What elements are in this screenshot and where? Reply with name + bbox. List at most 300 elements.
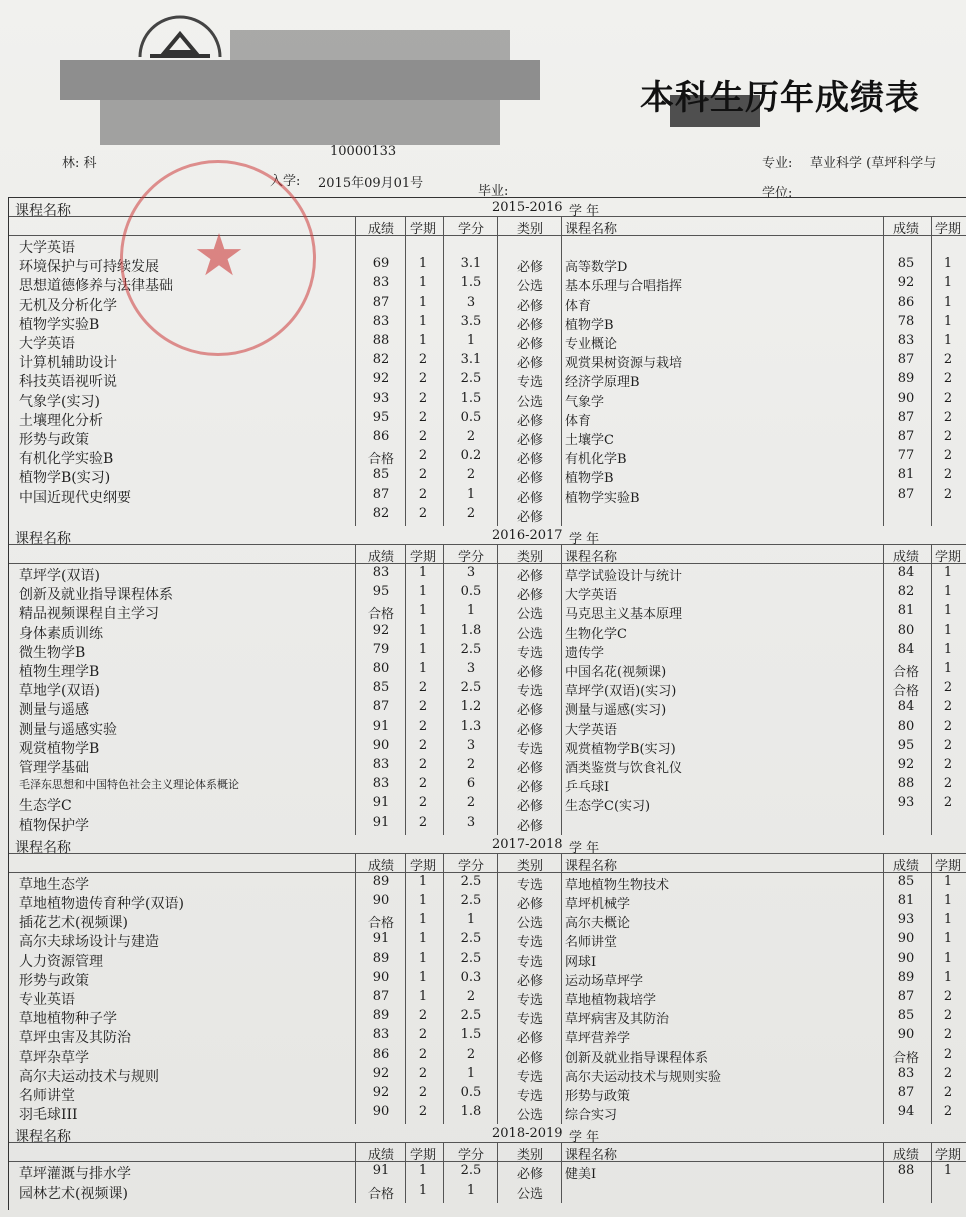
- term: 1: [943, 912, 953, 928]
- term: 2: [943, 757, 953, 772]
- column-divider: [497, 853, 498, 1125]
- credit: 1: [466, 912, 476, 928]
- score: 78: [897, 313, 915, 329]
- course-row: [9, 1162, 966, 1181]
- credit: 0.3: [460, 969, 482, 985]
- course-name: 草坪学(双语): [19, 568, 100, 584]
- score: 合格: [892, 1050, 919, 1066]
- score: 93: [897, 795, 915, 811]
- course-name: 草坪病害及其防治: [565, 1012, 670, 1028]
- score: 87: [897, 989, 915, 1004]
- column-divider: [355, 1142, 356, 1202]
- course-name: 草地植物栽培学: [565, 993, 657, 1008]
- course-name: 高等数学D: [565, 260, 628, 276]
- course-type: 公选: [516, 1108, 543, 1124]
- score: 92: [372, 1065, 390, 1081]
- term: 2: [943, 390, 953, 406]
- column-divider: [561, 853, 562, 1125]
- course-row: [9, 564, 966, 583]
- score: 83: [897, 333, 915, 348]
- column-divider: [497, 1142, 498, 1202]
- course-row: [9, 756, 966, 775]
- score: 92: [897, 757, 915, 772]
- course-name: 植物保护学: [19, 817, 89, 834]
- score: 77: [897, 448, 915, 464]
- course-name: 身体素质训练: [19, 625, 103, 642]
- course-type: 公选: [516, 916, 543, 932]
- term: 2: [418, 486, 428, 502]
- term: 2: [943, 486, 953, 502]
- header-credit: 学分: [457, 1148, 484, 1164]
- term: 2: [943, 737, 953, 753]
- course-type: 必修: [516, 665, 543, 680]
- score: 94: [897, 1104, 915, 1120]
- header-term: 学期: [934, 222, 961, 237]
- course-name: 科技英语视听说: [19, 374, 117, 391]
- course-row: [9, 466, 966, 485]
- score: 81: [897, 467, 915, 483]
- term: 2: [418, 467, 428, 483]
- score: 80: [897, 622, 915, 638]
- score: 84: [897, 641, 915, 657]
- academic-year-suffix: 学 年: [569, 840, 600, 856]
- course-type: 必修: [516, 897, 543, 912]
- score: 85: [897, 1008, 915, 1024]
- score: 89: [897, 371, 915, 387]
- term: 2: [418, 1065, 428, 1081]
- term: 2: [418, 1046, 428, 1062]
- credit: 1: [466, 603, 476, 619]
- term: 2: [418, 352, 428, 368]
- course-name: 插花艺术(视频课): [19, 915, 128, 932]
- course-name: 有机化学实验B: [19, 451, 114, 468]
- column-divider: [405, 216, 406, 526]
- score: 87: [897, 486, 915, 502]
- term: 1: [943, 893, 953, 908]
- header-credit: 学分: [457, 222, 484, 237]
- score: 92: [372, 371, 390, 387]
- course-row: [9, 1026, 966, 1045]
- column-divider: [443, 853, 444, 1125]
- term: 2: [943, 409, 953, 425]
- credit: 2.5: [460, 680, 482, 696]
- term: 1: [418, 989, 428, 1004]
- score: 87: [372, 486, 390, 502]
- header-score: 成绩: [367, 222, 394, 237]
- academic-year-label: 2015-2016: [492, 200, 563, 215]
- credit: 1.8: [460, 622, 482, 638]
- score: 95: [372, 584, 390, 600]
- header-term: 学期: [409, 858, 436, 874]
- course-name: 羽毛球III: [19, 1107, 78, 1124]
- credit: 1: [466, 486, 476, 502]
- score: 89: [372, 873, 390, 889]
- course-name: 计算机辅助设计: [19, 355, 117, 372]
- course-row: [9, 622, 966, 641]
- course-type: 专选: [516, 877, 543, 893]
- score: 85: [372, 680, 390, 696]
- credit: 1.5: [460, 390, 482, 406]
- credit: 0.5: [460, 584, 482, 600]
- course-name: 草坪学(双语)(实习): [565, 684, 677, 700]
- course-type: 必修: [516, 1031, 543, 1047]
- course-row: [9, 930, 966, 949]
- score: 87: [897, 352, 915, 368]
- credit: 2: [466, 429, 476, 444]
- credit: 1: [466, 333, 476, 348]
- score: 84: [897, 699, 915, 715]
- course-name: 马克思主义基本原理: [565, 607, 683, 623]
- term: 2: [418, 680, 428, 696]
- term: 2: [943, 1008, 953, 1024]
- column-headers: [9, 544, 966, 564]
- term: 2: [943, 429, 953, 444]
- course-row: [9, 351, 966, 370]
- score: 90: [897, 950, 915, 966]
- course-type: 专选: [516, 1069, 543, 1085]
- course-type: 必修: [516, 780, 543, 796]
- score: 92: [897, 275, 915, 291]
- course-type: 公选: [516, 607, 543, 623]
- degree-label: 学位:: [762, 186, 793, 201]
- score: 80: [897, 718, 915, 734]
- header-term: 学期: [409, 1148, 436, 1164]
- course-name: 大学英语: [565, 722, 618, 738]
- course-row: [9, 873, 966, 892]
- course-name: 草坪营养学: [565, 1031, 631, 1047]
- course-row: [9, 486, 966, 505]
- course-row: [9, 969, 966, 988]
- partial-number: 10000133: [330, 144, 397, 159]
- score: 90: [372, 1104, 390, 1120]
- credit: 3: [466, 737, 476, 753]
- header-type: 类别: [516, 858, 543, 874]
- official-seal: ★: [120, 160, 316, 356]
- course-name: 草坪杂草学: [19, 1049, 89, 1066]
- course-row: [9, 1103, 966, 1122]
- course-name: 测量与遥感(实习): [565, 703, 667, 719]
- term: 2: [943, 1065, 953, 1081]
- course-name: 运动场草坪学: [565, 973, 644, 989]
- term: 2: [418, 757, 428, 772]
- column-divider: [561, 1142, 562, 1202]
- term: 2: [418, 776, 428, 792]
- column-divider: [883, 544, 884, 835]
- credit: 2.5: [460, 931, 482, 947]
- term: 1: [418, 294, 428, 310]
- credit: 1: [466, 1182, 476, 1198]
- year-heading: [9, 526, 966, 545]
- course-name: 气象学(实习): [19, 393, 100, 410]
- course-name: 土壤理化分析: [19, 412, 103, 429]
- course-name: 网球I: [565, 954, 597, 970]
- course-name: 草地植物种子学: [19, 1011, 117, 1028]
- credit: 1.5: [460, 275, 482, 291]
- score: 合格: [367, 1186, 394, 1202]
- term: 1: [418, 893, 428, 908]
- course-name: 气象学: [565, 394, 605, 410]
- term: 2: [943, 718, 953, 734]
- term: 1: [418, 622, 428, 638]
- term: 1: [943, 931, 953, 947]
- course-type: 必修: [516, 722, 543, 738]
- credit: 0.2: [460, 448, 482, 464]
- course-type: 必修: [516, 588, 543, 604]
- header-credit: 学分: [457, 550, 484, 565]
- course-name: 草地植物生物技术: [565, 877, 670, 893]
- course-name: 植物学实验B: [565, 490, 640, 506]
- score: 合格: [892, 665, 919, 680]
- term: 1: [418, 661, 428, 676]
- credit: 3.1: [460, 352, 482, 368]
- score: 82: [897, 584, 915, 600]
- credit: 2.5: [460, 1163, 482, 1179]
- credit: 2.5: [460, 950, 482, 966]
- term: 2: [943, 448, 953, 464]
- credit: 1.5: [460, 1027, 482, 1043]
- redacted-block: [60, 60, 540, 100]
- score: 85: [897, 873, 915, 889]
- header-type: 类别: [516, 222, 543, 237]
- course-row: [9, 660, 966, 679]
- score: 87: [372, 699, 390, 715]
- term: 2: [418, 795, 428, 811]
- term: 1: [418, 333, 428, 348]
- score: 83: [372, 776, 390, 792]
- academic-year-label: 2016-2017: [492, 528, 563, 543]
- credit: 2.5: [460, 371, 482, 387]
- term: 2: [943, 776, 953, 792]
- term: 1: [943, 641, 953, 657]
- credit: 1: [466, 1065, 476, 1081]
- major-label: 专业:: [762, 156, 793, 171]
- course-row: [9, 679, 966, 698]
- column-headers: [9, 1142, 966, 1162]
- score: 85: [372, 467, 390, 483]
- score: 85: [897, 256, 915, 272]
- term: 1: [943, 661, 953, 676]
- score: 87: [372, 294, 390, 310]
- score: 90: [372, 969, 390, 985]
- term: 1: [418, 1182, 428, 1198]
- course-type: 必修: [516, 703, 543, 719]
- course-name: 草坪机械学: [565, 897, 631, 912]
- score: 81: [897, 893, 915, 908]
- course-type: 必修: [516, 1167, 543, 1183]
- header-term: 学期: [934, 1148, 961, 1164]
- score: 86: [372, 429, 390, 444]
- credit: 1.8: [460, 1104, 482, 1120]
- course-name: 中国名花(视频课): [565, 665, 667, 680]
- term: 2: [943, 1046, 953, 1062]
- course-type: 专选: [516, 993, 543, 1008]
- score: 83: [372, 1027, 390, 1043]
- course-name: 植物生理学B: [19, 664, 100, 680]
- course-name: 高尔夫运动技术与规则实验: [565, 1069, 722, 1085]
- course-type: 必修: [516, 569, 543, 584]
- course-name: 测量与遥感实验: [19, 721, 117, 738]
- credit: 2.5: [460, 873, 482, 889]
- score: 91: [372, 814, 390, 830]
- credit: 2: [466, 1046, 476, 1062]
- score: 82: [372, 505, 390, 521]
- score: 93: [372, 390, 390, 406]
- header-course: 课程名称: [565, 550, 618, 565]
- header-term: 学期: [934, 858, 961, 874]
- course-name: 乒乓球I: [565, 780, 610, 796]
- term: 2: [418, 505, 428, 521]
- score: 87: [372, 989, 390, 1004]
- course-row: [9, 698, 966, 717]
- score: 83: [372, 757, 390, 772]
- course-name-heading: 课程名称: [15, 531, 71, 547]
- year-heading: [9, 1124, 966, 1146]
- term: 2: [418, 699, 428, 715]
- term: 2: [418, 429, 428, 444]
- university-logo: [130, 12, 230, 62]
- credit: 2.5: [460, 1008, 482, 1024]
- course-name: 高尔夫运动技术与规则: [19, 1068, 159, 1085]
- header-score: 成绩: [367, 1148, 394, 1164]
- score: 89: [372, 1008, 390, 1024]
- term: 2: [418, 1104, 428, 1120]
- score: 91: [372, 931, 390, 947]
- redacted-block: [100, 100, 500, 145]
- academic-year-suffix: 学 年: [569, 204, 600, 219]
- course-name: 人力资源管理: [19, 953, 103, 970]
- column-divider: [931, 544, 932, 835]
- column-divider: [443, 1142, 444, 1202]
- course-name: 遗传学: [565, 645, 605, 661]
- course-type: 专选: [516, 935, 543, 951]
- course-row: [9, 988, 966, 1007]
- course-type: 专选: [516, 1089, 543, 1104]
- major-value: 草业科学 (草坪科学与: [810, 156, 937, 171]
- course-name: 植物学B(实习): [19, 470, 111, 487]
- term: 2: [943, 989, 953, 1004]
- credit: 3.1: [460, 256, 482, 272]
- course-type: 公选: [516, 626, 543, 642]
- course-name: 草学试验设计与统计: [565, 569, 683, 584]
- course-type: 必修: [516, 509, 543, 525]
- credit: 1.3: [460, 718, 482, 734]
- course-type: 公选: [516, 394, 543, 410]
- academic-year-suffix: 学 年: [569, 532, 600, 547]
- term: 2: [943, 1104, 953, 1120]
- score: 88: [897, 776, 915, 792]
- course-type: 必修: [516, 356, 543, 372]
- term: 1: [943, 950, 953, 966]
- score: 91: [372, 718, 390, 734]
- term: 1: [418, 931, 428, 947]
- course-name: 草地生态学: [19, 876, 89, 893]
- course-name: 无机及分析化学: [19, 297, 117, 314]
- course-name: 草地学(双语): [19, 683, 100, 700]
- course-name: 思想道德修养与法律基础: [19, 278, 173, 295]
- header-term: 学期: [409, 222, 436, 237]
- term: 1: [418, 313, 428, 329]
- term: 1: [418, 275, 428, 291]
- course-name: 综合实习: [565, 1108, 618, 1124]
- score: 95: [372, 409, 390, 425]
- term: 2: [943, 795, 953, 811]
- term: 2: [418, 448, 428, 464]
- term: 2: [418, 814, 428, 830]
- credit: 3: [466, 565, 476, 580]
- column-divider: [355, 544, 356, 835]
- course-row: [9, 814, 966, 833]
- course-name: 大学英语: [19, 240, 75, 256]
- credit: 2.5: [460, 893, 482, 908]
- credit: 6: [466, 776, 476, 792]
- term: 1: [418, 584, 428, 600]
- academic-year-label: 2018-2019: [492, 1126, 563, 1142]
- score: 87: [897, 429, 915, 444]
- transcript-table: [8, 197, 966, 1210]
- term: 2: [943, 352, 953, 368]
- score: 86: [372, 1046, 390, 1062]
- score: 89: [372, 950, 390, 966]
- header-term: 学期: [409, 550, 436, 565]
- header-score: 成绩: [892, 222, 919, 237]
- course-name: 体育: [565, 413, 592, 429]
- score: 合格: [892, 684, 919, 700]
- term: 1: [418, 603, 428, 619]
- course-row: [9, 1084, 966, 1103]
- course-name: 精品视频课程自主学习: [19, 606, 159, 623]
- academic-year-label: 2017-2018: [492, 836, 563, 852]
- column-divider: [931, 1142, 932, 1202]
- score: 合格: [367, 607, 394, 623]
- term: 2: [418, 1085, 428, 1100]
- term: 1: [418, 1163, 428, 1179]
- header-score: 成绩: [367, 550, 394, 565]
- course-name: 体育: [565, 298, 592, 314]
- term: 1: [418, 565, 428, 580]
- course-name: 环境保护与可持续发展: [19, 259, 159, 276]
- course-row: [9, 332, 966, 351]
- term: 1: [418, 256, 428, 272]
- score: 90: [372, 893, 390, 908]
- course-name: 形势与政策: [19, 432, 89, 448]
- header-term: 学期: [934, 550, 961, 565]
- term: 1: [943, 333, 953, 348]
- course-row: [9, 911, 966, 930]
- course-name: 草地植物遗传育种学(双语): [19, 896, 184, 912]
- credit: 2: [466, 989, 476, 1004]
- course-name: 有机化学B: [565, 452, 627, 468]
- credit: 2.5: [460, 641, 482, 657]
- course-name: 测量与遥感: [19, 702, 89, 719]
- course-name: 形势与政策: [565, 1089, 631, 1104]
- course-name: 健美I: [565, 1167, 597, 1183]
- course-type: 必修: [516, 471, 543, 487]
- header-course: 课程名称: [565, 222, 618, 237]
- course-type: 公选: [516, 1186, 543, 1202]
- course-type: 专选: [516, 375, 543, 391]
- term: 1: [943, 256, 953, 272]
- term: 2: [418, 390, 428, 406]
- column-divider: [443, 216, 444, 526]
- score: 86: [897, 294, 915, 310]
- score: 合格: [367, 452, 394, 468]
- credit: 3: [466, 814, 476, 830]
- score: 83: [897, 1065, 915, 1081]
- credit: 0.5: [460, 409, 482, 425]
- score: 90: [897, 1027, 915, 1043]
- course-type: 必修: [516, 413, 543, 429]
- course-name: 经济学原理B: [565, 375, 640, 391]
